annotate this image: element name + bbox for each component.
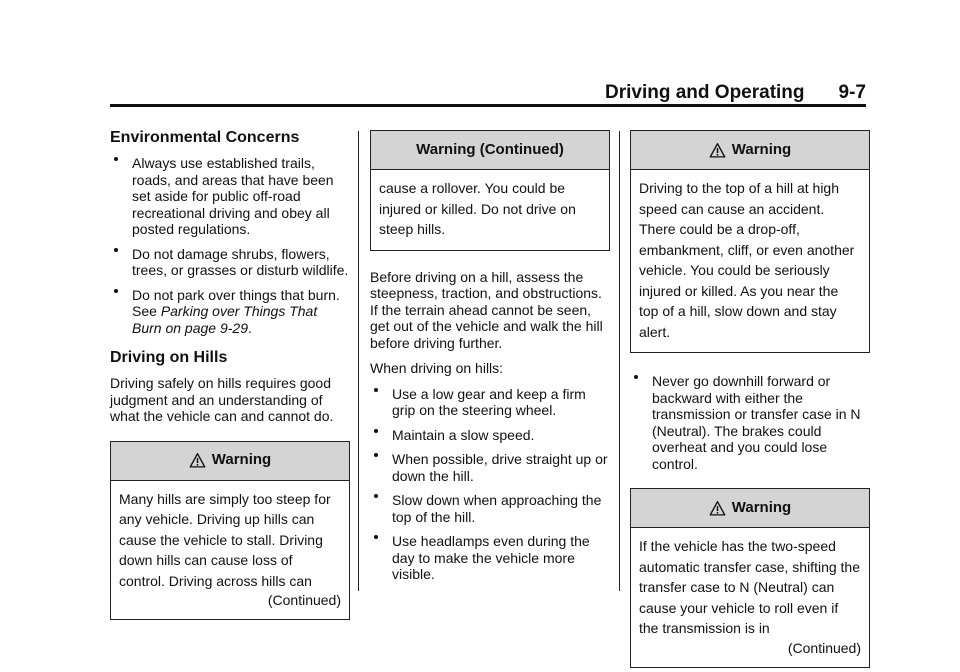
- warning-body: [631, 528, 869, 667]
- hills-bullet-list: [370, 386, 610, 583]
- warning-triangle-icon: [709, 142, 726, 159]
- warning-text: cause a rollover. You could be injured or killed. Do not drive on steep hills.: [379, 180, 576, 237]
- warning-title: Warning: [731, 498, 792, 516]
- warning-body: [371, 170, 609, 250]
- list-item: [110, 287, 350, 337]
- env-bullet-list: [110, 155, 350, 336]
- warning-text: Many hills are simply too steep for any vehicle. Driving up hills can cause the vehicle to stall. Driving down hills can cause loss of control. Driving across hills can: [119, 490, 331, 589]
- warning-header: [631, 489, 869, 528]
- list-item-end: .: [247, 319, 252, 336]
- hill-assessment-paragraph: Before driving on a hill, assess the steepness, traction, and obstructions. If the terrain ahead cannot be seen, get out of the vehicle and walk the hill before driving further.: [370, 268, 603, 351]
- warning-body: [631, 170, 869, 352]
- warning-text: If the vehicle has the two-speed automatic transfer case, shifting the transfer case to N (Neutral) can cause your vehicle to roll even if the transmission is in: [639, 538, 860, 636]
- warning-triangle-icon: [189, 452, 206, 469]
- warning-title: Warning: [731, 140, 792, 158]
- warning-header: [111, 442, 349, 481]
- warning-box: [110, 441, 350, 621]
- warning-header: [371, 131, 609, 170]
- warning-continued-box: [370, 130, 610, 251]
- header-section-title: Driving and Operating: [605, 82, 805, 103]
- warning-header: [631, 131, 869, 170]
- list-item: Always use established trails, roads, and areas that have been set aside for public off-road recreational driving and obey all posted regulations.: [110, 155, 350, 238]
- column-3: [630, 128, 870, 668]
- driving-on-hills-heading: Driving on Hills: [110, 349, 228, 366]
- continued-label: (Continued): [787, 639, 861, 656]
- hills-list-intro: When driving on hills:: [370, 360, 504, 376]
- warning-body: [111, 481, 349, 620]
- continued-label: (Continued): [267, 592, 341, 608]
- warning-triangle-icon: [709, 500, 726, 517]
- list-item: Maintain a slow speed.: [370, 427, 610, 444]
- warning-title: Warning (Continued): [416, 140, 564, 158]
- header-rule: [110, 104, 866, 107]
- column-divider-1: [358, 131, 359, 591]
- list-item: Use headlamps even during the day to make the vehicle more visible.: [370, 533, 610, 583]
- warning-text: Driving to the top of a hill at high speed can cause an accident. There could be a drop-off, embankment, cliff, or even another vehicle. You could be seriously injured or killed. As you near the top of a hill, slow down and stay alert.: [639, 180, 855, 340]
- column-2: [370, 128, 610, 591]
- list-item: Never go downhill forward or backward with either the transmission or transfer case in N (Neutral). The brakes could overheat and you could lose control.: [630, 373, 870, 472]
- list-item: Slow down when approaching the top of the hill.: [370, 492, 610, 525]
- downhill-bullet-list: [630, 373, 870, 472]
- column-1: [110, 128, 350, 620]
- list-item: Do not damage shrubs, flowers, trees, or grasses or disturb wildlife.: [110, 246, 350, 279]
- warning-title: Warning: [211, 451, 272, 469]
- list-item: When possible, drive straight up or down the hill.: [370, 451, 610, 484]
- page-header: [110, 80, 866, 104]
- hills-intro-paragraph: Driving safely on hills requires good judgment and an understanding of what the vehicle can and cannot do.: [110, 375, 334, 424]
- column-divider-2: [619, 131, 620, 591]
- warning-box: [630, 130, 870, 353]
- header-page-number: 9-7: [838, 82, 866, 103]
- list-item: Use a low gear and keep a firm grip on the steering wheel.: [370, 386, 610, 419]
- env-concerns-heading: Environmental Concerns: [110, 129, 300, 146]
- warning-box: [630, 488, 870, 668]
- cross-reference-link[interactable]: Parking over Things That Burn on page 9-29: [132, 303, 318, 336]
- list-item-text: Do not park over things that burn. See: [132, 286, 340, 319]
